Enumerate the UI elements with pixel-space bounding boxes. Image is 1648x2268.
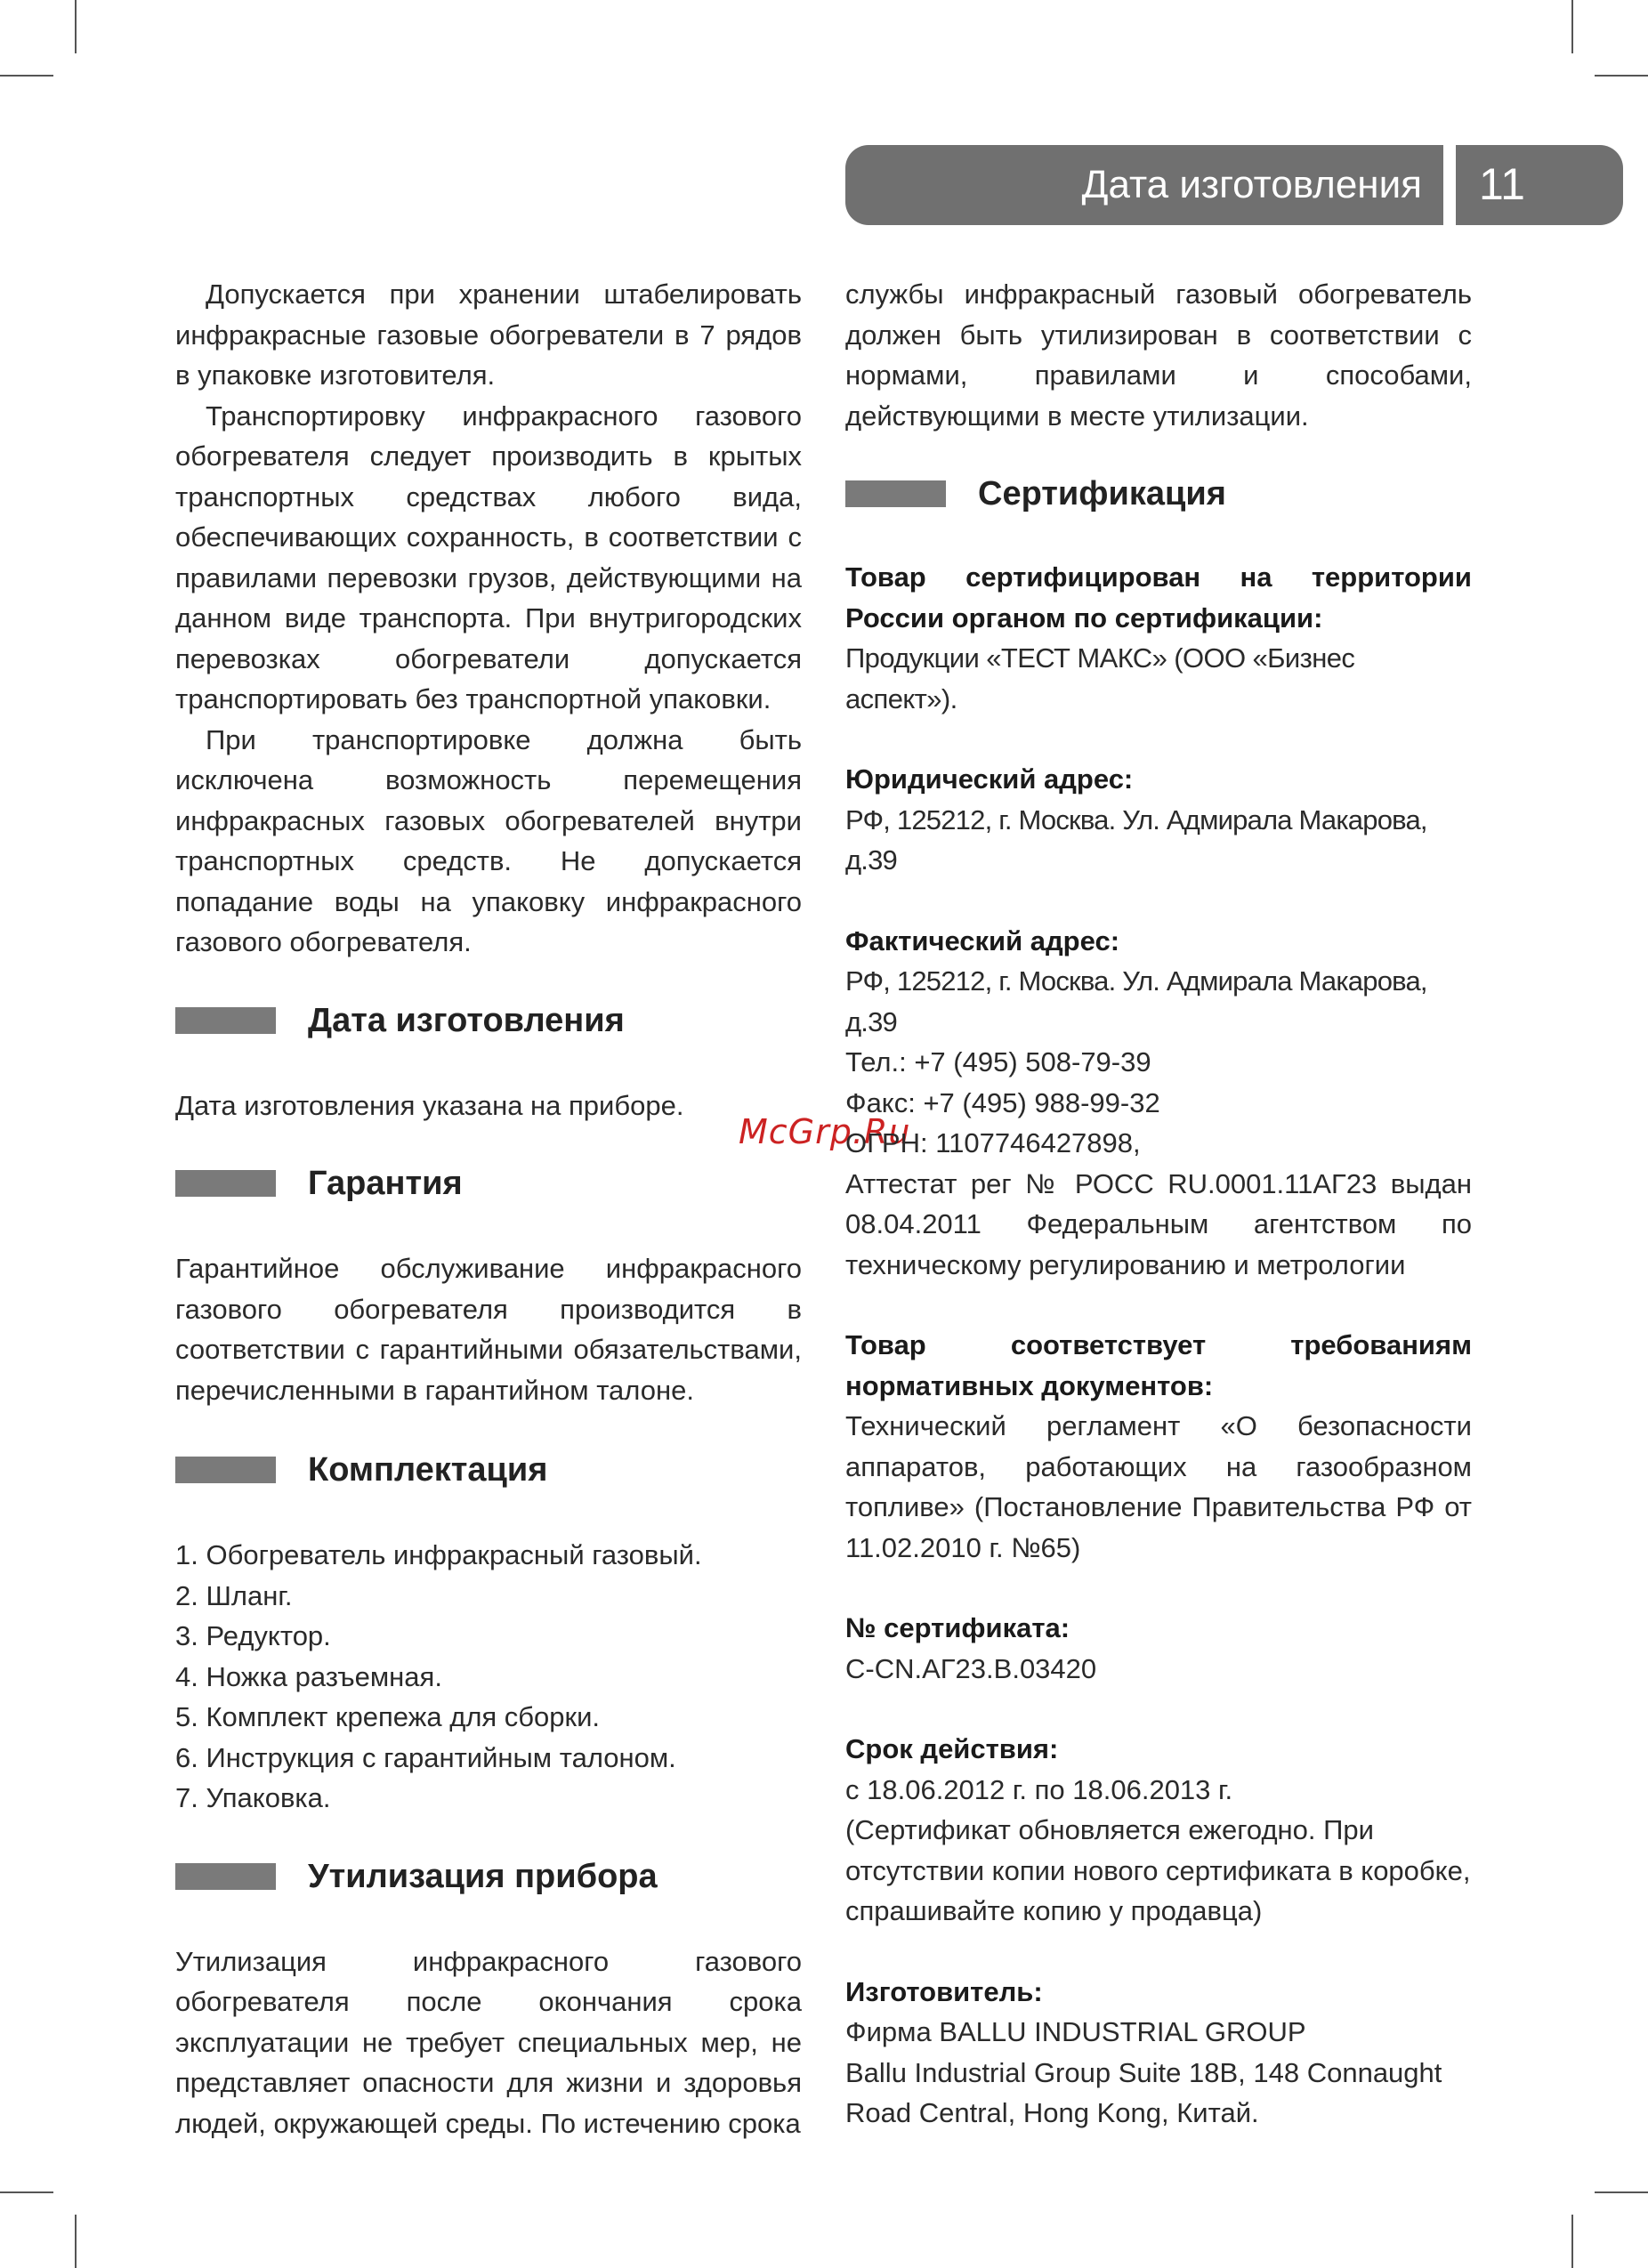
transport-restriction-paragraph: При транспортировке должна быть исключена возможность перемещения инфракрасных газовых обогревателей внутри транспортных средств. Не допускается попадание воды на упаковку инфракрасного газового обогревателя. [175,723,802,957]
warranty-section-title: Гарантия [308,1165,463,1202]
disposal-section-title: Утилизация прибора [308,1857,658,1895]
phone-text: Тел.: +7 (495) 508-79-39 [845,1046,1151,1078]
attestat-text: Аттестат рег № РОСС RU.0001.11АГ23 выдан 08.04.2011 Федеральным агентством по техническому регулированию и метрологии [845,1167,1472,1280]
cert-number-value: C-CN.АГ23.B.03420 [845,1652,1097,1684]
validity-label: Срок действия: [845,1733,1059,1764]
list-item: 3. Редуктор. [175,1620,331,1651]
disposal-section-heading [175,1854,802,1899]
crop-mark [1595,2191,1648,2193]
crop-mark [1571,0,1573,53]
legal-address-value: РФ, 125212, г. Москва. Ул. Адмирала Макарова, д.39 [845,803,1427,876]
crop-mark [1571,2215,1573,2268]
section-bar [175,1170,276,1197]
cert-body-label: Товар сертифицирован на территории России органом по сертификации: [845,561,1472,634]
kit-section-heading [175,1448,802,1492]
actual-address-label: Фактический адрес: [845,924,1120,956]
disposal-text: Утилизация инфракрасного газового обогревателя после окончания срока эксплуатации не требует специальных мер, не представляет опасности для жизни и здоровья людей, окружающей среды. По истечению срока [175,1945,802,2139]
kit-section-title: Комплектация [308,1451,548,1489]
section-bar [175,1457,276,1483]
crop-mark [75,0,77,53]
cert-section-heading [845,472,1472,516]
fax-text: Факс: +7 (495) 988-99-32 [845,1086,1160,1118]
cert-body-value: Продукции «ТЕСТ МАКС» (ООО «Бизнес аспект»). [845,642,1355,714]
crop-mark [75,2215,77,2268]
ogrn-text: ОГРН: 1107746427898, [845,1127,1141,1158]
actual-address-value: РФ, 125212, г. Москва. Ул. Адмирала Макарова, д.39 [845,965,1427,1037]
transport-paragraph: Транспортировку инфракрасного газового обогревателя следует производить в крытых транспортных средствах любого вида, обеспечивающих сохранность, в соответствии с правилами перевозки грузов, действующими на данном виде транспорта. При внутригородских перевозках обогреватели допускается транспортировать без транспортной упаковки. [175,400,802,714]
list-item: 6. Инструкция с гарантийным талоном. [175,1741,676,1773]
manufacturer-label: Изготовитель: [845,1975,1043,2007]
cert-number-label: № сертификата: [845,1612,1070,1643]
list-item: 1. Обогреватель инфракрасный газовый. [175,1539,702,1570]
cert-section-title: Сертификация [978,475,1226,513]
norms-value: Технический регламент «О безопасности аппаратов, работающих на газообразном топливе» (Постановление Правительства РФ от 11.02.2010 г. №65) [845,1410,1472,1563]
validity-value: с 18.06.2012 г. по 18.06.2013 г. [845,1773,1233,1805]
list-item: 4. Ножка разъемная. [175,1660,442,1692]
crop-mark [0,2191,53,2193]
section-bar [175,1863,276,1890]
manufacturer-name: Фирма BALLU INDUSTRIAL GROUP [845,2016,1306,2047]
manufacturer-address: Ballu Industrial Group Suite 18B, 148 Connaught Road Central, Hong Kong, Китай. [845,2056,1442,2128]
legal-address-label: Юридический адрес: [845,763,1134,795]
page-number: 11 [1456,145,1623,225]
warranty-text: Гарантийное обслуживание инфракрасного газового обогревателя производится в соответствии с гарантийными обязательствами, перечисленными в гарантийном талоне. [175,1253,802,1406]
storage-paragraph: Допускается при хранении штабелировать инфракрасные газовые обогреватели в 7 рядов в упаковке изготовителя. [175,278,802,391]
left-column [175,274,802,2143]
validity-note: (Сертификат обновляется ежегодно. При отсутствии копии нового сертификата в коробке, спрашивайте копию у продавца) [845,1814,1471,1926]
list-item: 2. Шланг. [175,1579,293,1611]
warranty-section-heading [175,1161,802,1206]
date-section-title: Дата изготовления [308,1001,625,1039]
watermark: McGrp.Ru [739,1112,911,1151]
date-text: Дата изготовления указана на приборе. [175,1089,684,1121]
section-bar [845,480,946,507]
norms-label: Товар соответствует требованиям нормативных документов: [845,1329,1472,1401]
date-section-heading [175,998,802,1043]
right-column [845,274,1472,2134]
crop-mark [0,75,53,77]
list-item: 7. Упаковка. [175,1782,331,1813]
header-section-title: Дата изготовления [845,145,1443,225]
disposal-continued-text: службы инфракрасный газовый обогреватель должен быть утилизирован в соответствии с нормами, правилами и способами, действующими в месте утилизации. [845,278,1472,432]
crop-mark [1595,75,1648,77]
kit-list [175,1535,802,1819]
list-item: 5. Комплект крепежа для сборки. [175,1701,601,1732]
section-bar [175,1007,276,1034]
